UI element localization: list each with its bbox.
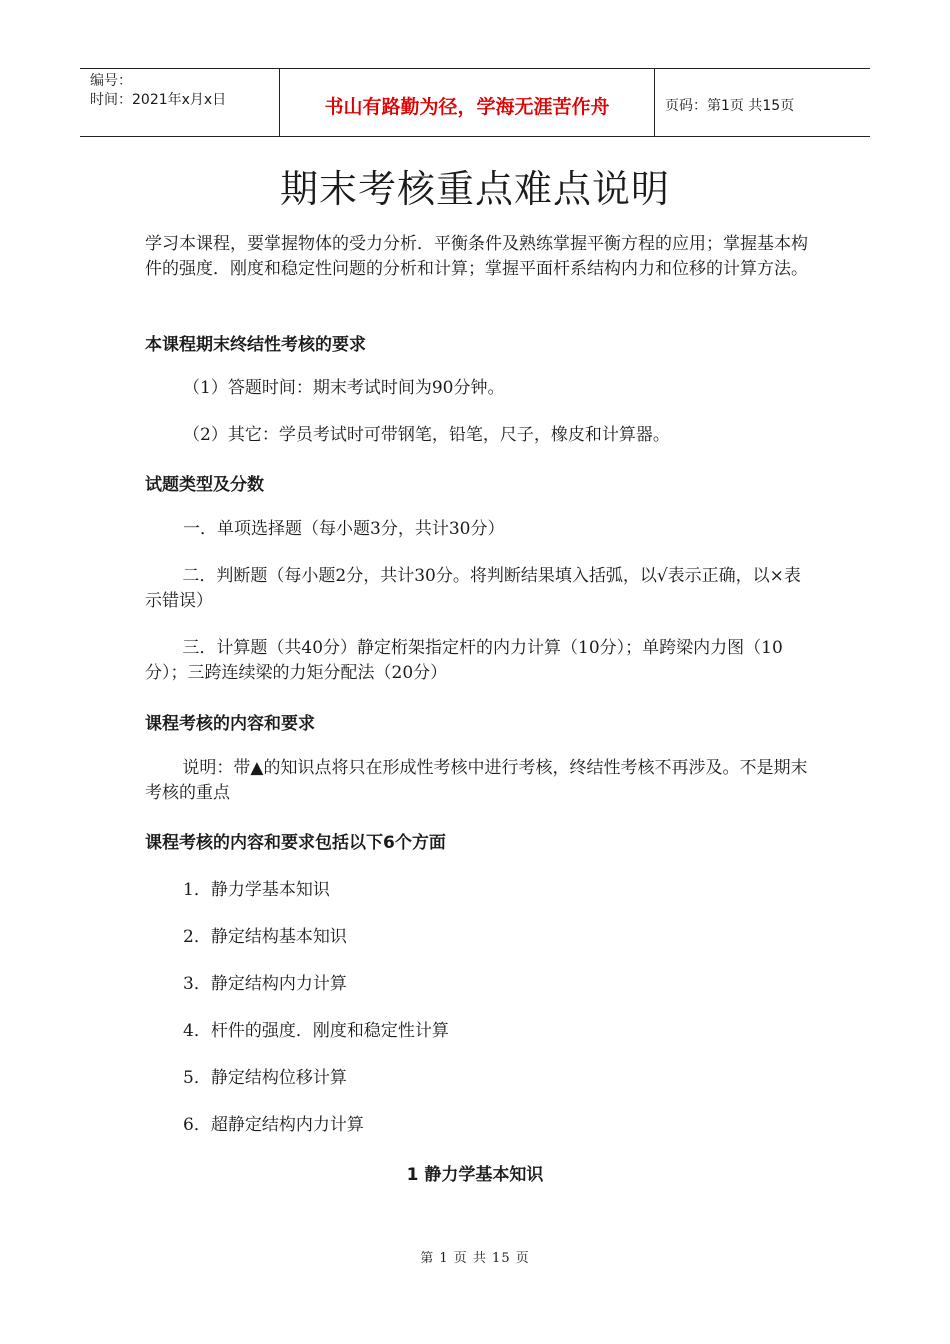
content-note: 说明：带▲的知识点将只在形成性考核中进行考核，终结性考核不再涉及。不是期末考核的重点 xyxy=(145,758,808,803)
header-meta xyxy=(80,69,280,136)
header-motto: 书山有路勤为径，学海无涯苦作舟 xyxy=(280,69,655,136)
question-type-judgement: 二．判断题（每小题2分，共计30分。将判断结果填入括弧，以√表示正确，以×表示错误） xyxy=(145,566,801,611)
document-title: 期末考核重点难点说明 xyxy=(279,167,670,211)
exam-requirement-other: （2）其它：学员考试时可带钢笔，铅笔，尺子，橡皮和计算器。 xyxy=(183,425,670,445)
question-type-choice: 一．单项选择题（每小题3分，共计30分） xyxy=(183,519,505,539)
aspect-item: 5．静定结构位移计算 xyxy=(183,1068,347,1088)
chapter-1-heading: 1 静力学基本知识 xyxy=(406,1165,544,1185)
header-page-info: 页码：第1页 共15页 xyxy=(665,97,795,114)
page-header xyxy=(80,68,870,137)
exam-requirement-time: （1）答题时间：期末考试时间为90分钟。 xyxy=(183,378,505,398)
question-types-heading: 试题类型及分数 xyxy=(145,475,264,495)
date-label: 时间：2021年x月x日 xyxy=(90,92,227,108)
exam-requirements-heading: 本课程期末终结性考核的要求 xyxy=(145,335,366,355)
aspect-item: 1．静力学基本知识 xyxy=(183,880,330,900)
aspect-item: 2．静定结构基本知识 xyxy=(183,927,347,947)
aspect-item: 4．杆件的强度．刚度和稳定性计算 xyxy=(183,1021,449,1041)
page-footer: 第 1 页 共 15 页 xyxy=(420,1251,530,1266)
question-type-calculation: 三．计算题（共40分）静定桁架指定杆的内力计算（10分）；单跨梁内力图（10分）；三跨连续梁的力矩分配法（20分） xyxy=(145,638,783,683)
aspect-item: 6．超静定结构内力计算 xyxy=(183,1115,364,1135)
aspect-item: 3．静定结构内力计算 xyxy=(183,974,347,994)
number-label: 编号： xyxy=(90,73,132,89)
intro-paragraph: 学习本课程，要掌握物体的受力分析．平衡条件及熟练掌握平衡方程的应用；掌握基本构件的强度．刚度和稳定性问题的分析和计算；掌握平面杆系结构内力和位移的计算方法。 xyxy=(145,234,808,279)
aspects-heading: 课程考核的内容和要求包括以下6个方面 xyxy=(145,833,446,853)
content-requirements-heading: 课程考核的内容和要求 xyxy=(145,714,315,734)
